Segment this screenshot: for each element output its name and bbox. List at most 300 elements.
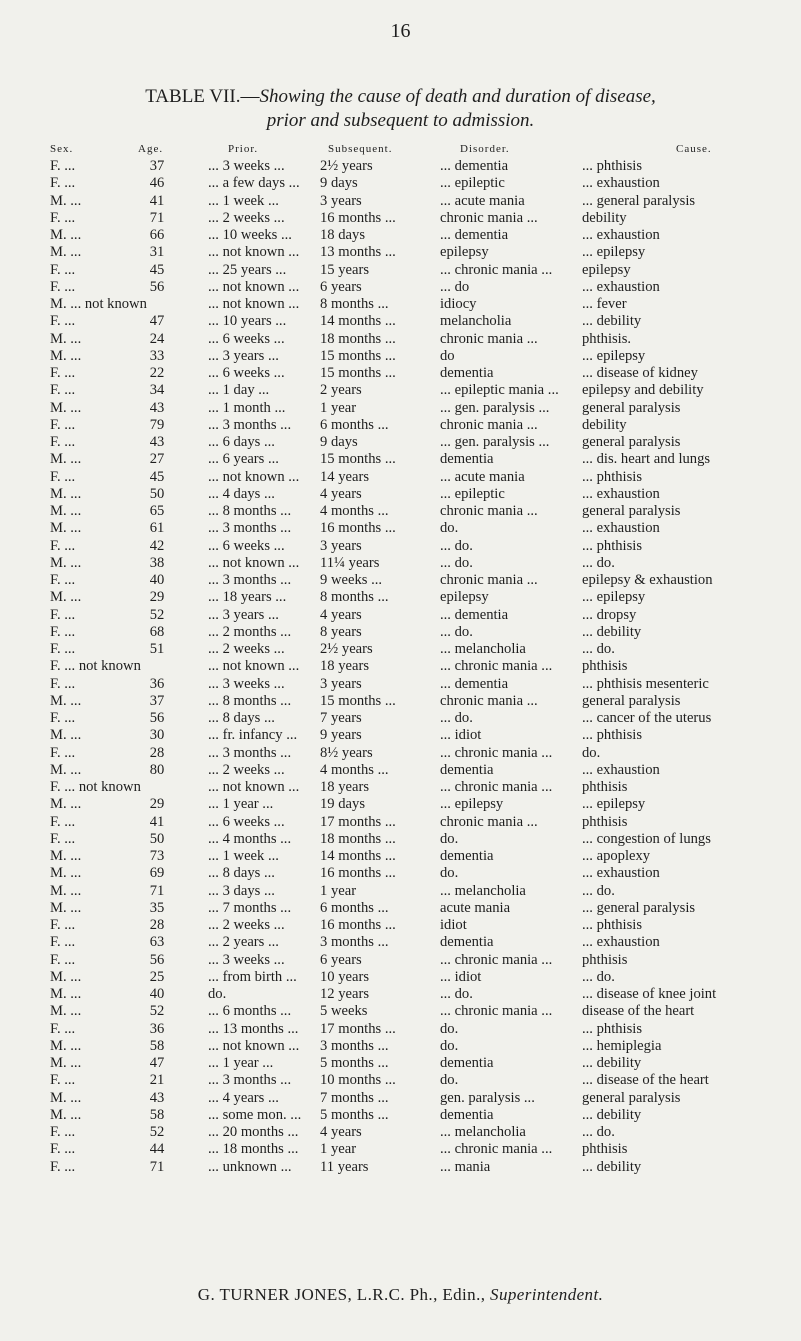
cell-cause: ... exhaustion [582, 761, 660, 778]
cell-disorder: ... chronic mania ... [440, 658, 553, 675]
cell-sex: F. ... [50, 416, 76, 433]
table-row [0, 1107, 801, 1124]
cell-sex: M. ... [50, 520, 82, 537]
cell-age: 34 [149, 382, 165, 399]
cell-prior: ... 6 weeks ... [208, 365, 285, 381]
cell-subsequent: 6 years [320, 278, 362, 295]
cell-age: 50 [149, 830, 165, 847]
cell-age: 56 [149, 278, 165, 295]
cell-sex: M. ... [50, 882, 82, 899]
cell-cause: ... epilepsy [582, 244, 646, 261]
cell-subsequent: 3 months ... [320, 1037, 389, 1054]
cell-subsequent: 14 months ... [320, 848, 396, 864]
cell-disorder: do [440, 347, 455, 364]
table-row [0, 779, 801, 796]
cell-sex: F. ... [50, 158, 76, 174]
cell-prior: ... 2 weeks ... [208, 209, 285, 226]
cell-sex: M. ... [50, 503, 82, 519]
cell-prior: ... 1 day ... [208, 382, 270, 399]
cell-disorder: do. [440, 1072, 459, 1089]
cell-cause: ... debility [582, 313, 642, 330]
cell-subsequent: 4 months ... [320, 761, 389, 778]
cell-subsequent: 1 year [320, 1141, 357, 1158]
cell-age: 80 [149, 761, 165, 778]
table-row [0, 796, 801, 813]
cell-prior: ... 8 months ... [208, 503, 292, 519]
cell-subsequent: 3 years [320, 192, 362, 209]
cell-subsequent: 16 months ... [320, 209, 396, 226]
table-row [0, 1003, 801, 1020]
header-subsequent: Subsequent. [328, 143, 393, 155]
cell-cause: epilepsy and debility [582, 382, 704, 399]
cell-prior: ... a few days ... [208, 175, 300, 192]
table-row [0, 969, 801, 986]
cell-prior: ... 20 months ... [208, 1124, 299, 1140]
cell-sex: F. ... [50, 434, 76, 450]
cell-cause: ... disease of knee joint [582, 986, 717, 1002]
cell-cause: ... debility [582, 1158, 642, 1175]
cell-age: 71 [149, 882, 165, 899]
cell-cause: ... disease of kidney [582, 365, 698, 381]
cell-sex: F. ... [50, 1072, 76, 1089]
cell-subsequent: 3 months ... [320, 934, 389, 951]
cell-subsequent: 3 years [320, 675, 362, 692]
cell-prior: ... 3 weeks ... [208, 675, 285, 692]
cell-prior: ... 10 years ... [208, 313, 287, 330]
table-row [0, 417, 801, 434]
cell-prior: ... 7 months ... [208, 899, 292, 916]
cell-disorder: idiot [440, 917, 467, 933]
cell-subsequent: 8 months ... [320, 589, 389, 606]
cell-sex: M. ... not known [50, 296, 147, 312]
cell-cause: general paralysis [582, 692, 681, 709]
cell-disorder: ... epileptic mania ... [440, 382, 559, 399]
cell-cause: ... fever [582, 296, 627, 312]
cell-sex: F. ... [50, 382, 76, 399]
cell-sex: F. ... [50, 209, 76, 226]
cell-sex: M. ... [50, 727, 82, 744]
cell-prior: ... 8 months ... [208, 692, 292, 709]
cell-subsequent: 13 months ... [320, 244, 396, 261]
cell-sex: M. ... [50, 244, 82, 261]
table-row [0, 865, 801, 882]
header-prior: Prior. [228, 143, 259, 155]
cell-sex: M. ... [50, 1106, 82, 1123]
cell-subsequent: 15 months ... [320, 451, 396, 468]
table-row [0, 296, 801, 313]
cell-cause: ... phthisis [582, 158, 643, 174]
cell-prior: ... 3 days ... [208, 882, 275, 899]
cell-cause: ... debility [582, 1106, 642, 1123]
table-row [0, 1090, 801, 1107]
cell-sex: M. ... [50, 1003, 82, 1020]
cell-prior: ... 2 weeks ... [208, 641, 285, 657]
cell-subsequent: 18 months ... [320, 830, 396, 847]
cell-prior: ... 1 week ... [208, 192, 279, 209]
cell-subsequent: 16 months ... [320, 865, 396, 882]
cell-age: 41 [149, 813, 165, 830]
cell-sex: F. ... [50, 537, 76, 554]
cell-age: 43 [149, 1089, 165, 1106]
cell-disorder: dementia [440, 451, 494, 468]
cell-age: 56 [149, 710, 165, 726]
cell-cause: ... debility [582, 1055, 642, 1071]
table-row [0, 762, 801, 779]
cell-age: 68 [149, 623, 165, 640]
cell-age: 43 [149, 434, 165, 450]
cell-subsequent: 15 months ... [320, 692, 396, 709]
cell-sex: M. ... [50, 485, 82, 502]
cell-age: 47 [149, 313, 165, 330]
cell-age: 25 [149, 968, 165, 985]
table-row [0, 745, 801, 762]
cell-disorder: ... epilepsy [440, 796, 504, 813]
cell-sex: M. ... [50, 227, 82, 243]
cell-disorder: ... do. [440, 710, 473, 726]
cell-prior: ... not known ... [208, 468, 300, 485]
cell-disorder: dementia [440, 934, 494, 951]
cell-age: 36 [149, 1020, 165, 1037]
table-row [0, 365, 801, 382]
cell-sex: M. ... [50, 589, 82, 606]
cell-prior: ... 1 year ... [208, 796, 274, 813]
cell-cause: ... exhaustion [582, 520, 660, 537]
cell-age: 79 [149, 416, 165, 433]
cell-sex: M. ... [50, 899, 82, 916]
cell-prior: ... 18 years ... [208, 589, 287, 606]
table-row [0, 520, 801, 537]
cell-age: 27 [149, 451, 165, 468]
cell-disorder: ... epileptic [440, 485, 505, 502]
cell-subsequent: 9 weeks ... [320, 572, 383, 588]
cell-prior: ... 4 years ... [208, 1089, 279, 1106]
cell-age: 51 [149, 641, 165, 657]
cell-prior: ... 6 months ... [208, 1003, 292, 1020]
table-row [0, 693, 801, 710]
cell-prior: ... 2 months ... [208, 623, 292, 640]
cell-cause: ... general paralysis [582, 899, 696, 916]
cell-cause: ... exhaustion [582, 485, 660, 502]
cell-cause: general paralysis [582, 1089, 681, 1106]
cell-cause: ... general paralysis [582, 192, 696, 209]
cell-age: 29 [149, 796, 165, 813]
table-row [0, 1055, 801, 1072]
cell-age: 35 [149, 899, 165, 916]
cell-age: 37 [149, 692, 165, 709]
cell-subsequent: 6 months ... [320, 416, 389, 433]
cell-cause: ... disease of the heart [582, 1072, 709, 1089]
cell-age: 31 [149, 244, 165, 261]
cell-disorder: do. [440, 865, 459, 882]
cell-cause: ... exhaustion [582, 278, 660, 295]
table-row [0, 469, 801, 486]
cell-sex: F. ... [50, 1158, 76, 1175]
cell-cause: ... phthisis [582, 1020, 643, 1037]
cell-prior: ... fr. infancy ... [208, 727, 298, 744]
cell-prior: ... not known ... [208, 554, 300, 571]
cell-cause: ... phthisis [582, 727, 643, 744]
cell-age: 52 [149, 1124, 165, 1140]
cell-cause: ... phthisis [582, 468, 643, 485]
table-row [0, 175, 801, 192]
cell-cause: ... phthisis mesenteric [582, 675, 709, 692]
page-number: 16 [390, 20, 411, 42]
cell-age: 58 [149, 1106, 165, 1123]
table-row [0, 831, 801, 848]
cell-subsequent: 7 months ... [320, 1089, 389, 1106]
cell-disorder: chronic mania ... [440, 209, 538, 226]
cell-subsequent: 9 days [320, 175, 358, 192]
cell-age: 44 [149, 1141, 165, 1158]
cell-prior: ... 4 days ... [208, 485, 275, 502]
cell-prior: ... 3 months ... [208, 744, 292, 761]
cell-sex: M. ... [50, 692, 82, 709]
cell-disorder: do. [440, 1037, 459, 1054]
cell-sex: F. ... [50, 641, 76, 657]
header-sex: Sex. [50, 143, 74, 155]
cell-prior: ... 6 days ... [208, 434, 275, 450]
cell-prior: ... 3 years ... [208, 606, 279, 623]
cell-sex: M. ... [50, 554, 82, 571]
cell-cause: ... exhaustion [582, 865, 660, 882]
cell-sex: F. ... [50, 917, 76, 933]
cell-subsequent: 3 years [320, 537, 362, 554]
cell-prior: ... 6 weeks ... [208, 330, 285, 347]
cell-prior: ... 3 months ... [208, 572, 292, 588]
cell-prior: ... 8 days ... [208, 865, 275, 882]
cell-age: 28 [149, 917, 165, 933]
cell-subsequent: 16 months ... [320, 520, 396, 537]
cell-sex: M. ... [50, 192, 82, 209]
cell-sex: F. ... [50, 623, 76, 640]
cell-age: 71 [149, 209, 165, 226]
cell-subsequent: 8 months ... [320, 296, 389, 312]
cell-cause: ... do. [582, 1124, 615, 1140]
cell-age: 28 [149, 744, 165, 761]
cell-cause: ... exhaustion [582, 227, 660, 243]
cell-cause: phthisis [582, 658, 628, 675]
cell-sex: F. ... [50, 313, 76, 330]
cell-sex: M. ... [50, 1055, 82, 1071]
cell-disorder: ... dementia [440, 227, 509, 243]
cell-disorder: ... do. [440, 537, 473, 554]
cell-subsequent: 11¼ years [320, 554, 380, 571]
cell-prior: ... unknown ... [208, 1158, 292, 1175]
cell-sex: M. ... [50, 347, 82, 364]
table-row [0, 952, 801, 969]
cell-age: 63 [149, 934, 165, 951]
cell-subsequent: 15 years [320, 261, 370, 278]
cell-age: 40 [149, 572, 165, 588]
cell-cause: ... epilepsy [582, 347, 646, 364]
cell-subsequent: 2½ years [320, 158, 373, 174]
cell-subsequent: 15 months ... [320, 347, 396, 364]
table-row [0, 917, 801, 934]
cell-subsequent: 18 days [320, 227, 365, 243]
cell-prior: ... 6 weeks ... [208, 813, 285, 830]
cell-disorder: ... do. [440, 554, 473, 571]
cell-sex: M. ... [50, 399, 82, 416]
cell-disorder: ... chronic mania ... [440, 1003, 553, 1020]
cell-age: 36 [149, 675, 165, 692]
table-row [0, 538, 801, 555]
table-row [0, 210, 801, 227]
cell-disorder: do. [440, 520, 459, 537]
cell-disorder: ... chronic mania ... [440, 261, 553, 278]
cell-sex: F. ... [50, 606, 76, 623]
table-row [0, 1072, 801, 1089]
cell-subsequent: 2 years [320, 382, 362, 399]
signature [0, 1285, 801, 1305]
table-row [0, 451, 801, 468]
cell-sex: F. ... [50, 951, 76, 968]
cell-prior: ... not known ... [208, 244, 300, 261]
cell-prior: ... 2 years ... [208, 934, 279, 951]
cell-cause: ... do. [582, 554, 615, 571]
signature-name: G. TURNER JONES, L.R.C. Ph., Edin., [197, 1285, 486, 1304]
cell-disorder: chronic mania ... [440, 330, 538, 347]
cell-age: 45 [149, 261, 165, 278]
cell-age: 66 [149, 227, 165, 243]
cell-prior: ... 10 weeks ... [208, 227, 292, 243]
cell-subsequent: 8½ years [320, 744, 373, 761]
cell-disorder: ... gen. paralysis ... [440, 434, 550, 450]
cell-disorder: dementia [440, 761, 494, 778]
table-row [0, 607, 801, 624]
cell-age: 30 [149, 727, 165, 744]
cell-age: 52 [149, 606, 165, 623]
cell-subsequent: 5 months ... [320, 1055, 389, 1071]
cell-prior: ... 4 months ... [208, 830, 292, 847]
cell-disorder: ... idiot [440, 727, 482, 744]
cell-age: 69 [149, 865, 165, 882]
cell-subsequent: 4 years [320, 606, 362, 623]
cell-disorder: dementia [440, 848, 494, 864]
cell-prior: ... 3 months ... [208, 520, 292, 537]
table-row [0, 503, 801, 520]
cell-disorder: gen. paralysis ... [440, 1089, 535, 1106]
cell-age: 52 [149, 1003, 165, 1020]
cell-prior: ... 1 month ... [208, 399, 286, 416]
table-row [0, 986, 801, 1003]
table-row [0, 313, 801, 330]
cell-cause: phthisis [582, 779, 628, 795]
table-row [0, 400, 801, 417]
cell-subsequent: 12 years [320, 986, 370, 1002]
cell-sex: F. ... [50, 261, 76, 278]
cell-sex: M. ... [50, 451, 82, 468]
cell-disorder: ... do. [440, 623, 473, 640]
cell-age: 37 [149, 158, 165, 174]
cell-disorder: dementia [440, 1055, 494, 1071]
cell-sex: M. ... [50, 796, 82, 813]
cell-subsequent: 1 year [320, 399, 357, 416]
cell-disorder: ... melancholia [440, 641, 526, 657]
cell-subsequent: 9 years [320, 727, 362, 744]
cell-cause: ... exhaustion [582, 175, 660, 192]
table-row [0, 555, 801, 572]
cell-sex: F. ... [50, 813, 76, 830]
cell-prior: ... some mon. ... [208, 1106, 302, 1123]
cell-subsequent: 14 months ... [320, 313, 396, 330]
cell-prior: ... 1 year ... [208, 1055, 274, 1071]
cell-subsequent: 1 year [320, 882, 357, 899]
cell-disorder: chronic mania ... [440, 416, 538, 433]
cell-subsequent: 19 days [320, 796, 365, 813]
cell-age: 65 [149, 503, 165, 519]
cell-disorder: ... do. [440, 986, 473, 1002]
cell-cause: phthisis [582, 1141, 628, 1158]
cell-cause: ... dis. heart and lungs [582, 451, 711, 468]
header-disorder: Disorder. [460, 143, 510, 155]
cell-disorder: ... acute mania [440, 192, 525, 209]
table-row [0, 624, 801, 641]
cell-subsequent: 8 years [320, 623, 362, 640]
cell-age: 22 [149, 365, 165, 381]
cell-age: 71 [149, 1158, 165, 1175]
title-prefix: TABLE VII.— [145, 86, 260, 107]
cell-cause: ... do. [582, 882, 615, 899]
cell-prior: ... 13 months ... [208, 1020, 299, 1037]
table-header-row [0, 142, 801, 156]
cell-sex: F. ... [50, 744, 76, 761]
cell-sex: M. ... [50, 1037, 82, 1054]
cell-subsequent: 4 months ... [320, 503, 389, 519]
table-row [0, 727, 801, 744]
cell-disorder: chronic mania ... [440, 813, 538, 830]
cell-prior: ... from birth ... [208, 968, 297, 985]
cell-subsequent: 2½ years [320, 641, 373, 657]
cell-subsequent: 14 years [320, 468, 370, 485]
cell-prior: ... 25 years ... [208, 261, 287, 278]
cell-cause: ... epilepsy [582, 796, 646, 813]
cell-prior: ... not known ... [208, 658, 300, 675]
cell-disorder: ... chronic mania ... [440, 779, 553, 795]
table-row [0, 1021, 801, 1038]
cell-cause: phthisis [582, 813, 628, 830]
cell-prior: ... 6 weeks ... [208, 537, 285, 554]
cell-cause: ... phthisis [582, 917, 643, 933]
cell-cause: general paralysis [582, 434, 681, 450]
cell-subsequent: 15 months ... [320, 365, 396, 381]
cell-disorder: idiocy [440, 296, 477, 312]
cell-cause: debility [582, 209, 627, 226]
cell-sex: F. ... [50, 1124, 76, 1140]
cell-subsequent: 17 months ... [320, 813, 396, 830]
table-row [0, 262, 801, 279]
cell-subsequent: 5 months ... [320, 1106, 389, 1123]
cell-subsequent: 10 years [320, 968, 370, 985]
cell-subsequent: 7 years [320, 710, 362, 726]
cell-cause: ... do. [582, 968, 615, 985]
cell-disorder: acute mania [440, 899, 511, 916]
cell-age: 61 [149, 520, 165, 537]
title-subtitle-line2: prior and subsequent to admission. [266, 110, 535, 131]
table-row [0, 434, 801, 451]
table-row [0, 641, 801, 658]
cell-age: 29 [149, 589, 165, 606]
cell-subsequent: 16 months ... [320, 917, 396, 933]
signature-title: Superintendent. [490, 1285, 604, 1304]
cell-subsequent: 4 years [320, 485, 362, 502]
cell-prior: ... 3 years ... [208, 347, 279, 364]
cell-sex: F. ... [50, 1020, 76, 1037]
cell-disorder: do. [440, 1020, 459, 1037]
cell-disorder: melancholia [440, 313, 512, 330]
cell-sex: F. ... [50, 278, 76, 295]
cell-prior: ... not known ... [208, 278, 300, 295]
cell-prior: ... 2 weeks ... [208, 917, 285, 933]
